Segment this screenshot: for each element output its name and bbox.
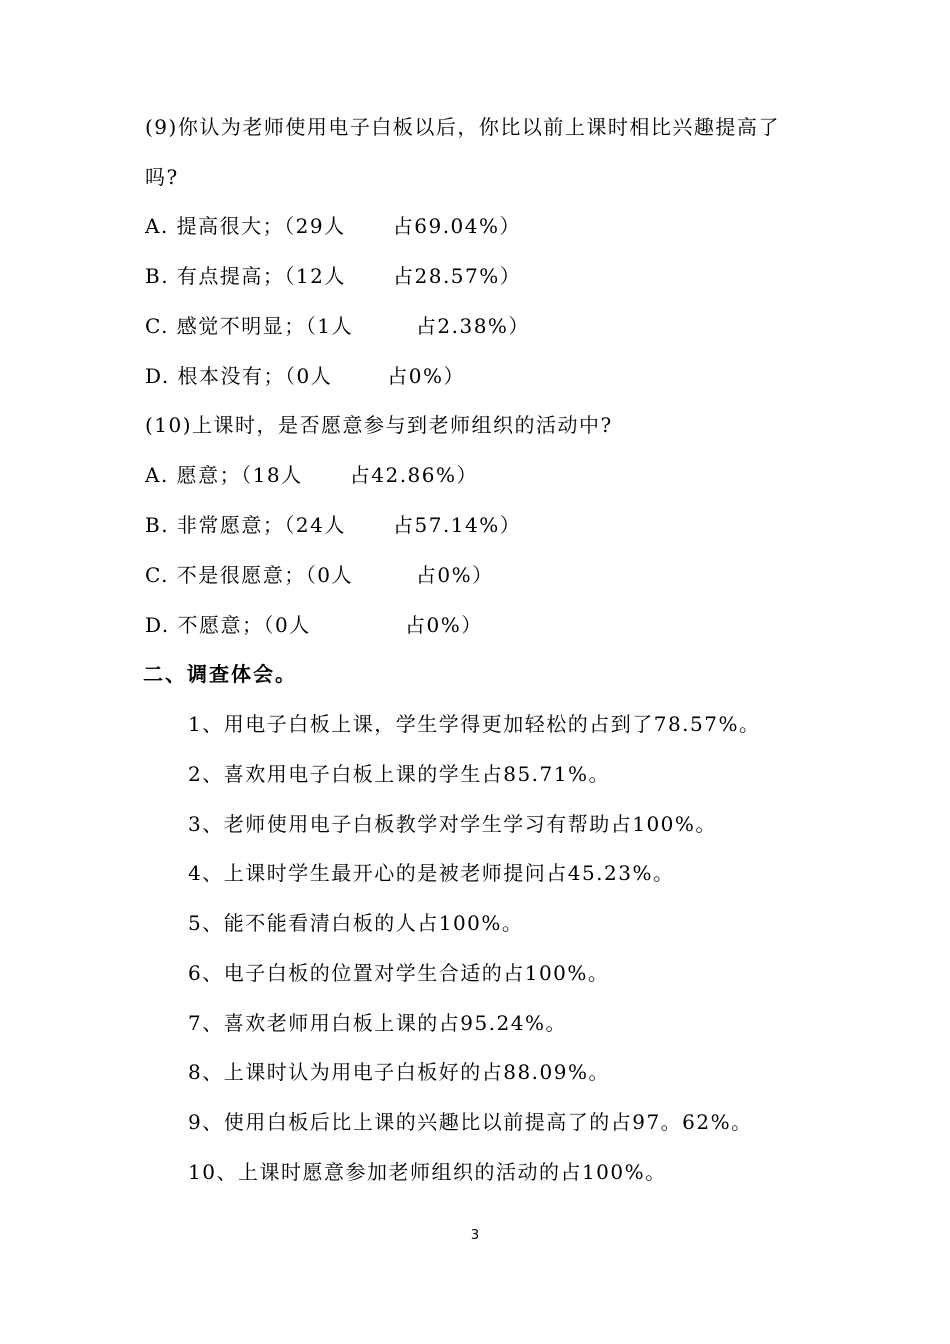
finding-item-9: 9、使用白板后比上课的兴趣比以前提高了的占97。62%。: [188, 1110, 753, 1134]
question-9-line1: (9)你认为老师使用电子白板以后，你比以前上课时相比兴趣提高了: [145, 115, 780, 139]
finding-item-6: 6、电子白板的位置对学生合适的占100%。: [188, 961, 610, 985]
q9-option-b: B. 有点提高；（12人 占28.57%）: [145, 264, 522, 288]
finding-item-4: 4、上课时学生最开心的是被老师提问占45.23%。: [188, 861, 675, 885]
q10-option-a: A. 愿意；（18人 占42.86%）: [145, 463, 479, 487]
q10-option-c: C. 不是很愿意；（0人 占0%）: [145, 563, 494, 587]
question-9-line2: 吗?: [145, 165, 179, 189]
finding-item-5: 5、能不能看清白板的人占100%。: [188, 911, 524, 935]
finding-item-8: 8、上课时认为用电子白板好的占88.09%。: [188, 1060, 610, 1084]
q9-option-d: D. 根本没有；（0人 占0%）: [145, 364, 465, 388]
finding-item-1: 1、用电子白板上课，学生学得更加轻松的占到了78.57%。: [188, 712, 761, 736]
q10-option-d: D. 不愿意；（0人 占0%）: [145, 613, 483, 637]
finding-item-2: 2、喜欢用电子白板上课的学生占85.71%。: [188, 762, 610, 786]
finding-item-10: 10、上课时愿意参加老师组织的活动的占100%。: [188, 1160, 667, 1184]
q10-option-b: B. 非常愿意；（24人 占57.14%）: [145, 513, 522, 537]
page-number: 3: [470, 1228, 480, 1243]
section-heading: 二、调查体会。: [143, 662, 297, 686]
finding-item-3: 3、老师使用电子白板教学对学生学习有帮助占100%。: [188, 812, 717, 836]
q9-option-c: C. 感觉不明显；（1人 占2.38%）: [145, 314, 530, 338]
question-10: (10)上课时，是否愿意参与到老师组织的活动中?: [145, 413, 613, 437]
q9-option-a: A. 提高很大；（29人 占69.04%）: [145, 214, 522, 238]
finding-item-7: 7、喜欢老师用白板上课的占95.24%。: [188, 1011, 567, 1035]
